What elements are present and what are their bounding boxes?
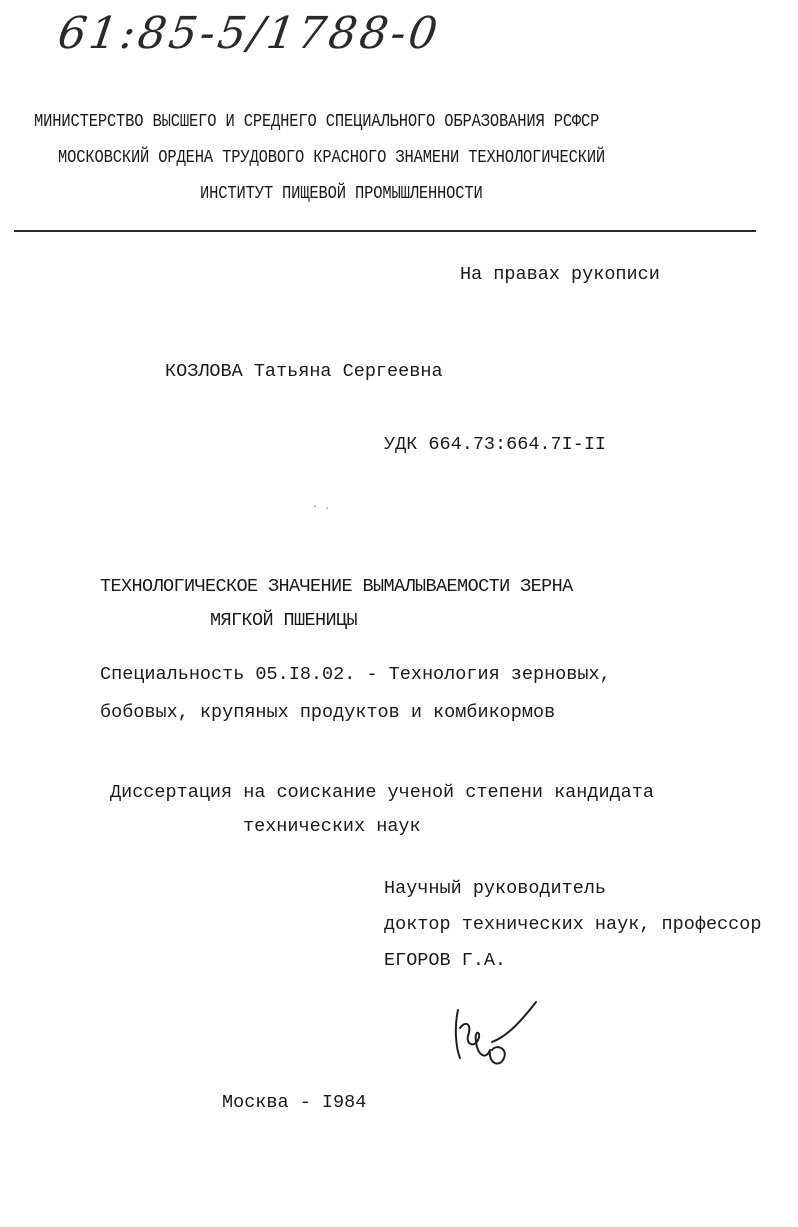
udc-code: УДК 664.73:664.7I-II bbox=[384, 434, 607, 455]
thesis-title-line-1: ТЕХНОЛОГИЧЕСКОЕ ЗНАЧЕНИЕ ВЫМАЛЫВАЕМОСТИ ЗЕРНА bbox=[100, 576, 573, 597]
scan-speck: · . bbox=[312, 502, 331, 513]
degree-line-2: технических наук bbox=[243, 816, 421, 837]
degree-line-1: Диссертация на соискание ученой степени кандидата bbox=[110, 782, 654, 803]
author-name: КОЗЛОВА Татьяна Сергеевна bbox=[165, 361, 443, 382]
place-and-year: Москва - I984 bbox=[222, 1092, 367, 1113]
supervisor-title: доктор технических наук, профессор bbox=[384, 914, 762, 935]
thesis-title-line-2: МЯГКОЙ ПШЕНИЦЫ bbox=[210, 610, 358, 631]
ministry-line: МИНИСТЕРСТВО ВЫСШЕГО И СРЕДНЕГО СПЕЦИАЛЬНОГО ОБРАЗОВАНИЯ РСФСР bbox=[34, 112, 600, 132]
specialty-line-1: Специальность 05.I8.02. - Технология зерновых, bbox=[100, 664, 611, 685]
institute-line-2: ИНСТИТУТ ПИЩЕВОЙ ПРОМЫШЛЕННОСТИ bbox=[200, 184, 483, 204]
supervisor-label: Научный руководитель bbox=[384, 878, 607, 899]
manuscript-rights-note: На правах рукописи bbox=[460, 264, 660, 285]
handwritten-archive-number: 61:85-5/1788-0 bbox=[54, 8, 444, 59]
specialty-line-2: бобовых, крупяных продуктов и комбикормов bbox=[100, 702, 556, 723]
supervisor-name: ЕГОРОВ Г.А. bbox=[384, 950, 507, 971]
institute-line-1: МОСКОВСКИЙ ОРДЕНА ТРУДОВОГО КРАСНОГО ЗНАМЕНИ ТЕХНОЛОГИЧЕСКИЙ bbox=[58, 148, 606, 168]
handwritten-signature bbox=[448, 998, 548, 1078]
header-divider bbox=[14, 230, 756, 232]
